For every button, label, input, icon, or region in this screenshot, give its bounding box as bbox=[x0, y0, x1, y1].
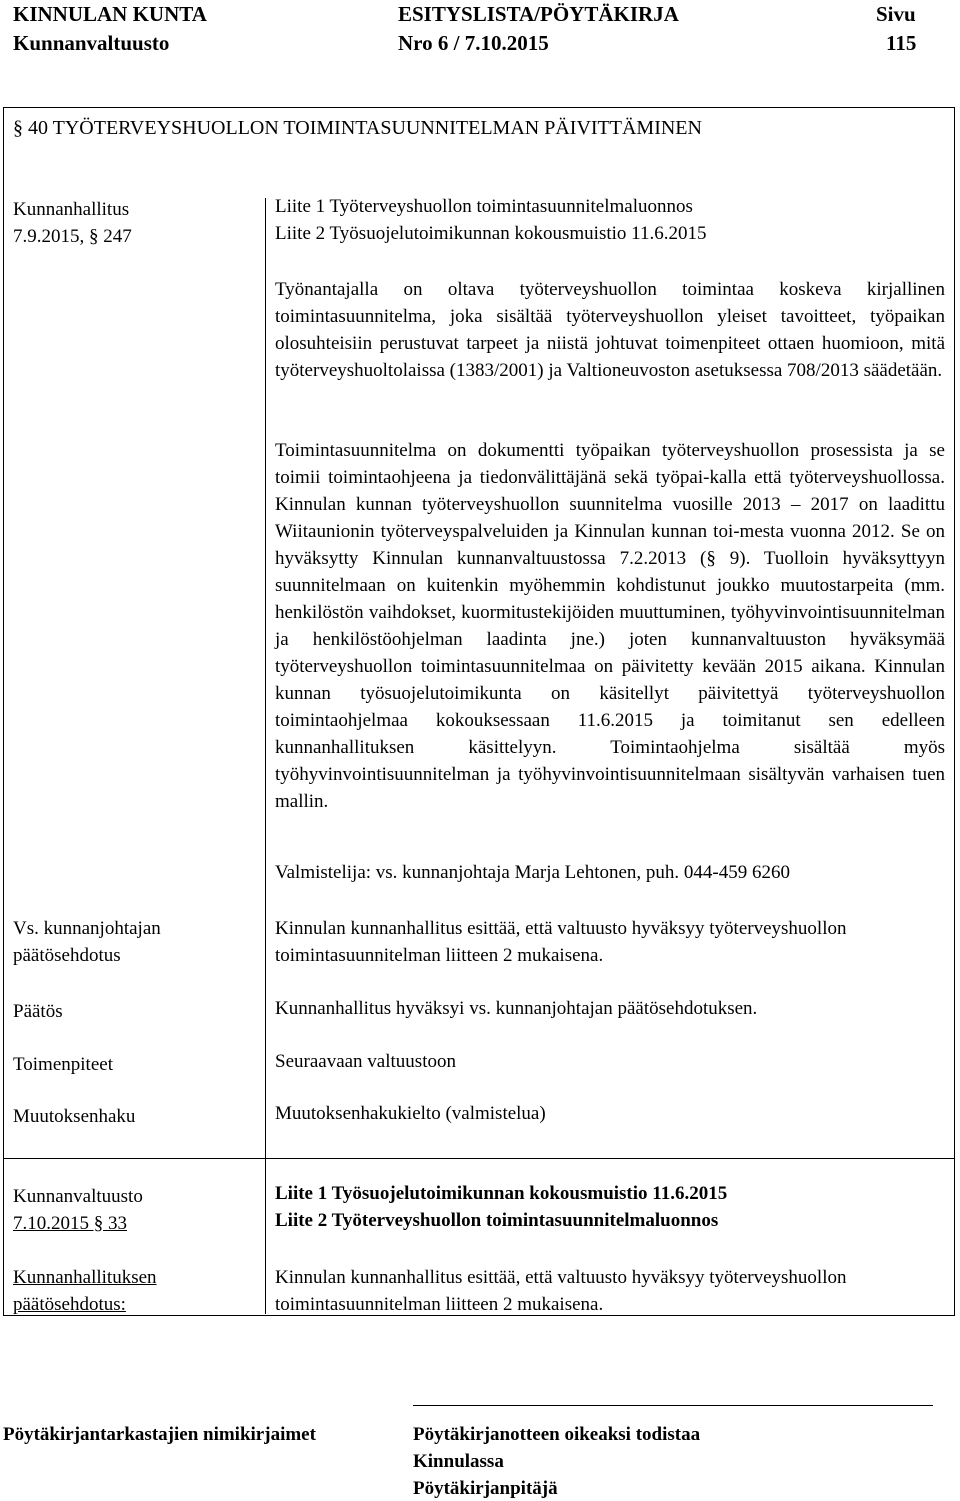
footer-certify: Pöytäkirjanotteen oikeaksi todistaa bbox=[413, 1424, 701, 1445]
decision-text: Kunnanhallitus hyväksyi vs. kunnanjohtajan päätösehdotuksen. bbox=[275, 998, 758, 1019]
appeal-text: Muutoksenhakukielto (valmistelua) bbox=[275, 1103, 546, 1124]
council-proposal-text: Kinnulan kunnanhallitus esittää, että valtuusto hyväksyy työterveyshuollon toimintasuunnitelman liitteen 2 mukaisena. bbox=[275, 1267, 847, 1315]
actions-label: Toimenpiteet bbox=[13, 1054, 113, 1075]
page-number: 115 bbox=[886, 31, 917, 55]
footer-initials: Pöytäkirjantarkastajien nimikirjaimet bbox=[3, 1424, 316, 1445]
footer-secretary: Pöytäkirjanpitäjä bbox=[413, 1478, 558, 1499]
actions-text: Seuraavaan valtuustoon bbox=[275, 1051, 456, 1072]
attachment-2: Liite 2 Työsuojelutoimikunnan kokousmuistio 11.6.2015 bbox=[275, 223, 707, 244]
section-title: § 40 TYÖTERVEYSHUOLLON TOIMINTASUUNNITELMAN PÄIVITTÄMINEN bbox=[13, 117, 702, 139]
footer-place: Kinnulassa bbox=[413, 1451, 504, 1472]
page-label: Sivu bbox=[876, 2, 916, 26]
appeal-label: Muutoksenhaku bbox=[13, 1106, 136, 1127]
prior-ref: 7.9.2015, § 247 bbox=[13, 226, 132, 247]
council-attachment-2: Liite 2 Työterveyshuollon toimintasuunnitelmaluonnos bbox=[275, 1210, 719, 1231]
section-divider bbox=[3, 1158, 955, 1159]
decision-label: Päätös bbox=[13, 1001, 63, 1022]
council-ref: 7.10.2015 § 33 bbox=[13, 1213, 127, 1234]
footer-rule bbox=[413, 1405, 933, 1406]
council-attachment-1: Liite 1 Työsuojelutoimikunnan kokousmuistio 11.6.2015 bbox=[275, 1183, 728, 1204]
doc-type: ESITYSLISTA/PÖYTÄKIRJA bbox=[398, 2, 679, 26]
prior-body: Kunnanhallitus bbox=[13, 199, 130, 220]
body-name: Kunnanvaltuusto bbox=[13, 31, 170, 55]
council-proposal-label: Kunnanhallituksen päätösehdotus: bbox=[13, 1267, 157, 1315]
council-body: Kunnanvaltuusto bbox=[13, 1186, 143, 1207]
org-name: KINNULAN KUNTA bbox=[13, 2, 207, 26]
proposal-label: Vs. kunnanjohtajan päätösehdotus bbox=[13, 918, 161, 966]
meeting-number: Nro 6 / 7.10.2015 bbox=[398, 31, 549, 55]
column-divider bbox=[265, 198, 266, 1314]
attachment-1: Liite 1 Työterveyshuollon toimintasuunnitelmaluonnos bbox=[275, 196, 693, 217]
paragraph-1: Työnantajalla on oltava työterveyshuollon toimintaa koskeva kirjallinen toimintasuunnitelma, joka sisältää työterveyshuollon yleiset tavoitteet, työpaikan olosuhteisiin perustuvat tarpeet ja niistä johtuvat toimenpiteet ottaen huomioon, mitä työterveyshuoltolaissa (1383/2001) ja Valtioneuvoston asetuksessa 708/2013 säädetään. bbox=[275, 279, 945, 381]
paragraph-2: Toimintasuunnitelma on dokumentti työpaikan työterveyshuollon prosessista ja se toimii toimintaohjeena ja tiedonvälittäjänä sekä työpai-kalla että työterveyshuollossa. Kinnulan kunnan työterveyshuollon suunnitelma vuosille 2013 – 2017 on laadittu Wiitaunionin työterveyspalveluiden ja Kinnulan kunnan toi-mesta vuonna 2012. Se on hyväksytty Kinnulan kunnanvaltuustossa 7.2.2013 (§ 9). Tuolloin hyväksyttyyn suunnitelmaan on kuitenkin myöhemmin kohdistunut joukko muutostarpeita (mm. henkilöstön vaihdokset, kuormitustekijöiden muuttuminen, työhyvinvointisuunnitelman ja henkilöstöohjelman laadinta jne.) joten kunnanvaltuuston hyväksymää työterveyshuollon toimintasuunnitelmaa on päivitetty kevään 2015 aikana. Kinnulan kunnan työsuojelutoimikunta on käsitellyt päivitettyä työterveyshuollon toimintaohjelmaa kokouksessaan 11.6.2015 ja toimitanut sen edelleen kunnanhallituksen käsittelyyn. Toimintaohjelma sisältää myös työhyvinvointisuunnitelman ja työhyvinvointisuunnitelmaan sisältyvän varhaisen tuen mallin. bbox=[275, 440, 945, 812]
proposal-text: Kinnulan kunnanhallitus esittää, että valtuusto hyväksyy työterveyshuollon toimintasuunnitelman liitteen 2 mukaisena. bbox=[275, 918, 847, 966]
preparer: Valmistelija: vs. kunnanjohtaja Marja Lehtonen, puh. 044-459 6260 bbox=[275, 862, 791, 883]
